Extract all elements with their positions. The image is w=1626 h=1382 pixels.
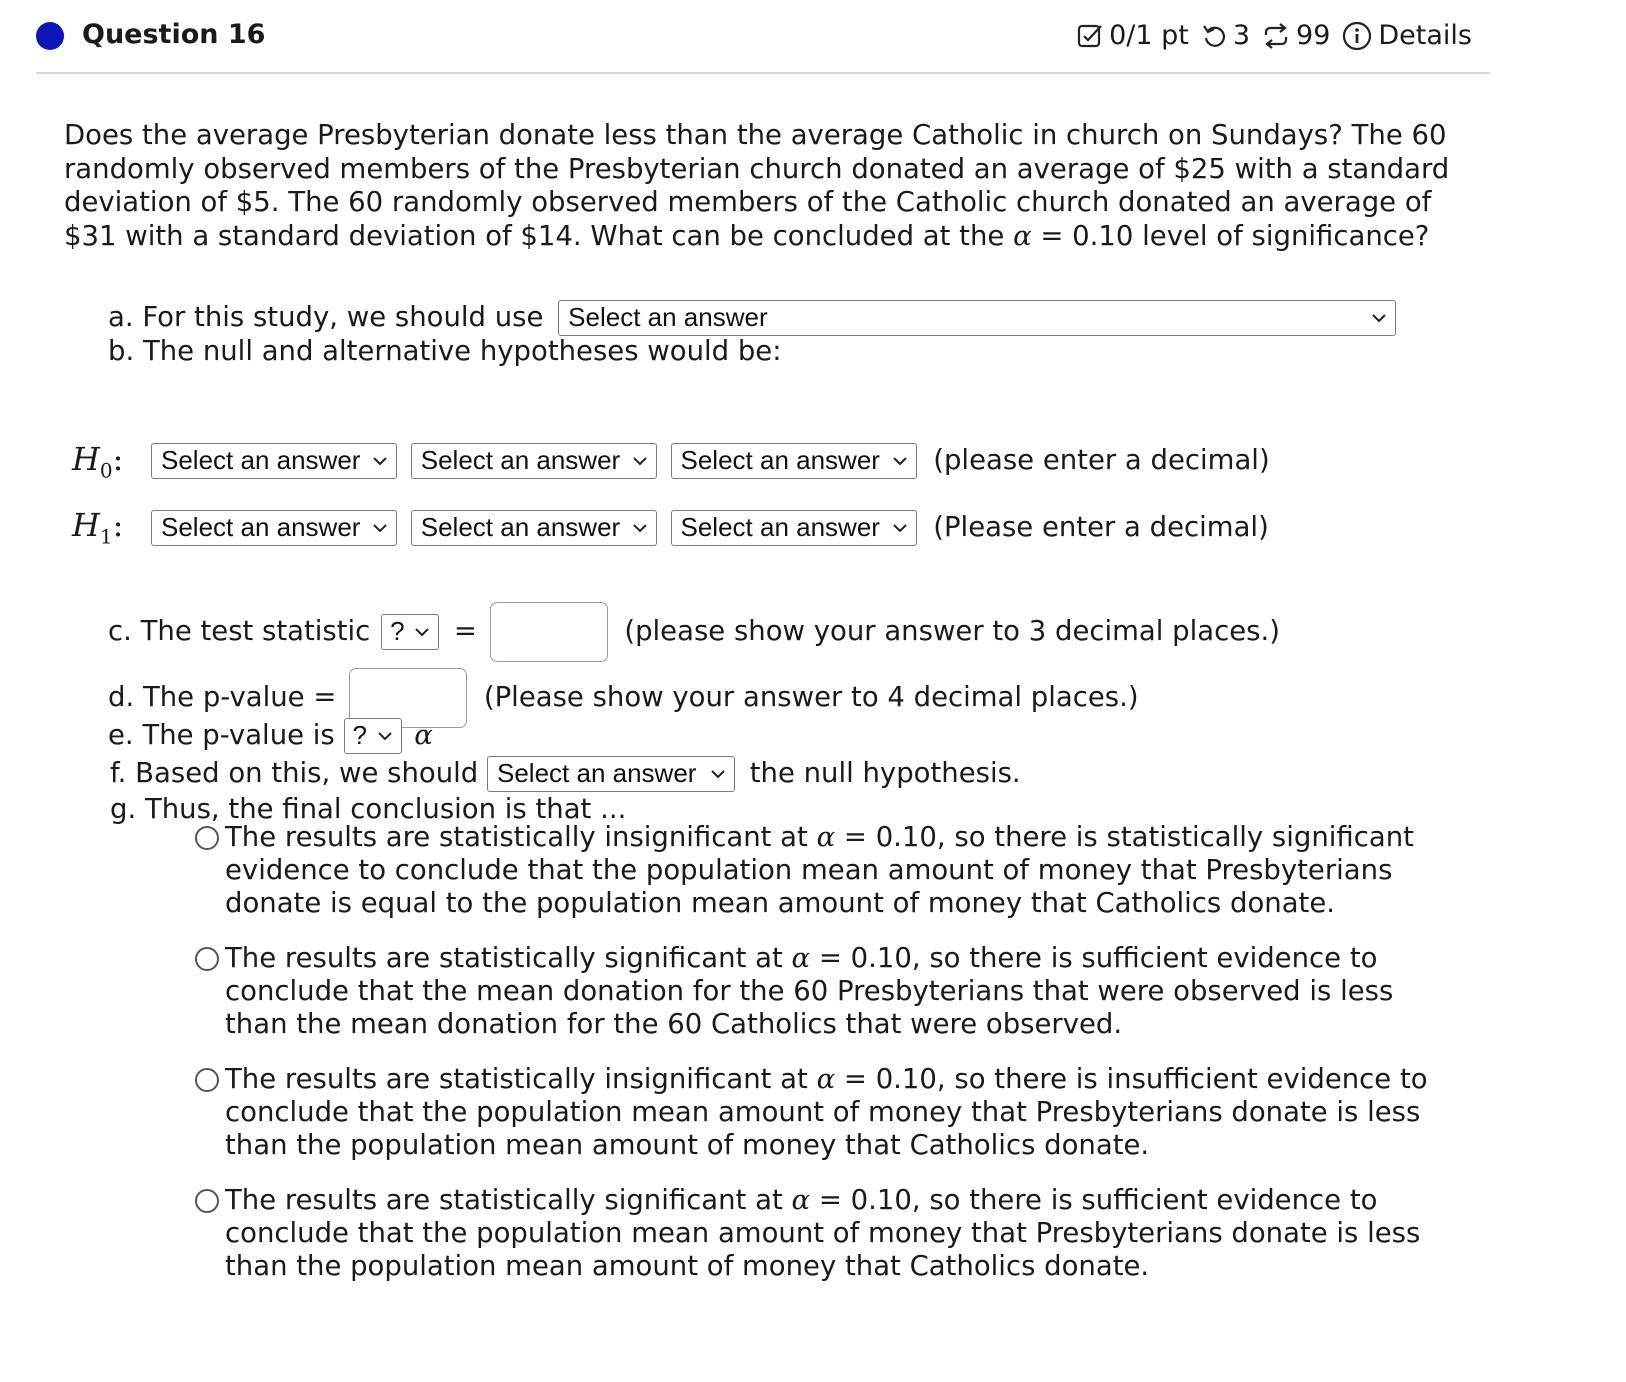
part-d-label: d. The p-value = <box>108 681 337 713</box>
chevron-down-icon <box>377 730 393 742</box>
part-c-label: c. The test statistic <box>108 615 371 647</box>
question-alpha: α <box>1013 219 1032 252</box>
h0-note: (please enter a decimal) <box>933 444 1270 476</box>
question-tail: = 0.10 level of significance? <box>1040 219 1430 252</box>
question-header <box>36 14 1490 74</box>
radio-button[interactable] <box>195 947 219 971</box>
part-a-label: a. For this study, we should use <box>108 301 544 333</box>
p-value-comparison-select[interactable]: ? <box>344 718 402 754</box>
h0-row <box>151 443 1270 479</box>
part-f-tail: the null hypothesis. <box>749 757 1021 789</box>
chevron-down-icon <box>892 455 908 467</box>
part-f-label: f. Based on this, we should <box>110 757 479 789</box>
part-e-alpha: α <box>414 719 433 751</box>
score-text: 0/1 pt <box>1109 20 1189 51</box>
h1-row <box>151 510 1269 546</box>
h1-select-1[interactable]: Select an answer <box>151 510 397 546</box>
question-title: Question 16 <box>82 19 266 50</box>
conclusion-option-3[interactable] <box>195 1063 1435 1162</box>
part-d-note: (Please show your answer to 4 decimal places.) <box>483 681 1139 713</box>
details-link[interactable] <box>1342 20 1472 51</box>
part-f <box>110 756 1021 792</box>
option-text: The results are statistically significant at α = 0.10, so there is sufficient evidence to conclude that the population mean amount of money that Presbyterians donate is less than the population mean amount of money that Catholics donate. <box>225 1184 1421 1282</box>
retry-icon <box>1262 23 1290 49</box>
question-meta <box>1077 20 1472 51</box>
option-text: The results are statistically insignificant at α = 0.10, so there is statistically significant evidence to conclude that the population mean amount of money that Presbyterians donate is equal to the population mean amount of money that Catholics donate. <box>225 821 1414 919</box>
question-text <box>64 119 1484 253</box>
details-text[interactable]: Details <box>1378 20 1472 51</box>
h0-label: $H_0$: <box>72 440 124 483</box>
question-status-dot <box>36 22 64 50</box>
checkbox-icon <box>1077 23 1103 49</box>
h0-select-3[interactable]: Select an answer <box>671 443 917 479</box>
chevron-down-icon <box>632 522 648 534</box>
conclusion-option-1[interactable] <box>195 821 1435 920</box>
retries-info <box>1262 20 1330 51</box>
attempts-text: 3 <box>1232 20 1251 51</box>
part-c <box>108 602 1280 662</box>
chevron-down-icon <box>710 768 726 780</box>
chevron-down-icon <box>414 626 430 638</box>
part-a <box>108 300 1396 336</box>
h1-select-3[interactable]: Select an answer <box>671 510 917 546</box>
radio-button[interactable] <box>195 1189 219 1213</box>
radio-button[interactable] <box>195 1068 219 1092</box>
chevron-down-icon <box>372 455 388 467</box>
part-g-label: g. Thus, the final conclusion is that ... <box>110 793 627 825</box>
score-info <box>1077 20 1189 51</box>
decision-select[interactable]: Select an answer <box>487 756 735 792</box>
chevron-down-icon <box>892 522 908 534</box>
part-b-label: b. The null and alternative hypotheses would be: <box>108 335 782 367</box>
part-c-equals: = <box>453 615 477 647</box>
chevron-down-icon <box>1371 312 1387 324</box>
conclusion-option-2[interactable] <box>195 942 1435 1041</box>
h0-select-1[interactable]: Select an answer <box>151 443 397 479</box>
question-body: Does the average Presbyterian donate less than the average Catholic in church on Sundays? The 60 randomly observed members of the Presbyterian church donated an average of $25 with a standard deviation of $5. The 60 randomly observed members of the Catholic church donated an average of $31 with a standard deviation of $14. What can be concluded at the <box>64 119 1450 252</box>
part-e-label: e. The p-value is <box>108 719 335 751</box>
conclusion-option-4[interactable] <box>195 1184 1435 1283</box>
option-text: The results are statistically significant at α = 0.10, so there is sufficient evidence to conclude that the mean donation for the 60 Presbyterians that were observed is less than the mean donation for the 60 Catholics that were observed. <box>225 942 1394 1040</box>
h1-select-2[interactable]: Select an answer <box>411 510 657 546</box>
h0-select-2[interactable]: Select an answer <box>411 443 657 479</box>
chevron-down-icon <box>632 455 648 467</box>
option-text: The results are statistically insignificant at α = 0.10, so there is insufficient evidence to conclude that the population mean amount of money that Presbyterians donate is less than the population mean amount of money that Catholics donate. <box>225 1063 1428 1161</box>
attempts-info <box>1201 20 1250 51</box>
test-type-select[interactable]: Select an answer <box>558 300 1396 336</box>
radio-button[interactable] <box>195 826 219 850</box>
test-statistic-select[interactable]: ? <box>381 614 439 650</box>
h1-note: (Please enter a decimal) <box>933 511 1269 543</box>
info-icon <box>1342 21 1372 51</box>
part-c-note: (please show your answer to 3 decimal places.) <box>624 615 1280 647</box>
chevron-down-icon <box>372 522 388 534</box>
conclusion-options <box>195 821 1435 1305</box>
h1-label: $H_1$: <box>72 506 124 549</box>
part-e <box>108 718 433 754</box>
undo-icon <box>1201 23 1227 49</box>
retries-text: 99 <box>1296 20 1331 51</box>
test-statistic-input[interactable] <box>490 602 608 662</box>
